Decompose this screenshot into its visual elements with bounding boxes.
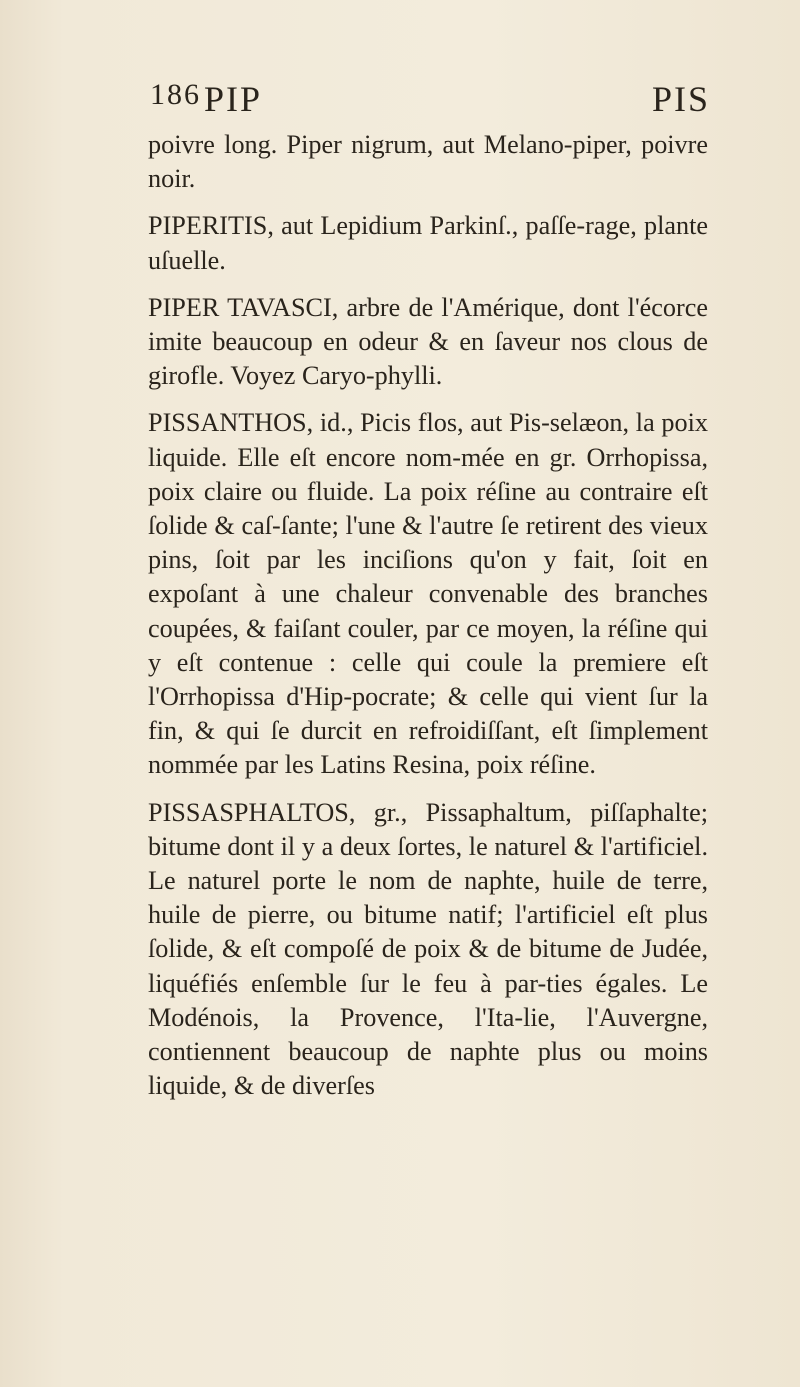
entry-pissasphaltos: PISSASPHALTOS, gr., Pissaphaltum, piſſaphalte; bitume dont il y a deux ſortes, le naturel & l'artificiel. Le naturel porte le nom de naphte, huile de terre, huile de pierre, ou bitume natif; l'artificiel eſt plus ſolide, & eſt compoſé de poix & de bitume de Judée, liquéfiés enſemble ſur le feu à par-ties égales. Le Modénois, la Provence, l'Ita-lie, l'Auvergne, contiennent beaucoup de naphte plus ou moins liquide, & de diverſes	[148, 797, 708, 1101]
running-header	[150, 78, 710, 118]
entry-piper-tavasci: PIPER TAVASCI, arbre de l'Amérique, dont l'écorce imite beaucoup en odeur & en ſaveur nos clous de girofle. Voyez Caryo-phylli.	[148, 292, 708, 391]
header-right-word: PIS	[651, 79, 710, 119]
header-left-word: PIP	[204, 79, 263, 119]
entry-piperitis: PIPERITIS, aut Lepidium Parkinſ., paſſe-rage, plante uſuelle.	[148, 211, 708, 275]
entry-piper-nigrum: poivre long. Piper nigrum, aut Melano-piper, poivre noir.	[148, 130, 708, 194]
page-number: 186	[150, 78, 201, 111]
page-body	[148, 128, 708, 1103]
entry-pissanthos: PISSANTHOS, id., Picis flos, aut Pis-selæon, la poix liquide. Elle eſt encore nom-mée en gr. Orrhopissa, poix claire ou fluide. La poix réſine au contraire eſt ſolide & caſ-ſante; l'une & l'autre ſe retirent des vieux pins, ſoit par les inciſions qu'on y fait, ſoit en expoſant à une chaleur convenable des branches coupées, & faiſant couler, par ce moyen, la réſine qui y eſt contenue : celle qui coule la premiere eſt l'Orrhopissa d'Hip-pocrate; & celle qui vient ſur la fin, & qui ſe durcit en refroidiſſant, eſt ſimplement nommée par les Latins Resina, poix réſine.	[148, 408, 708, 780]
